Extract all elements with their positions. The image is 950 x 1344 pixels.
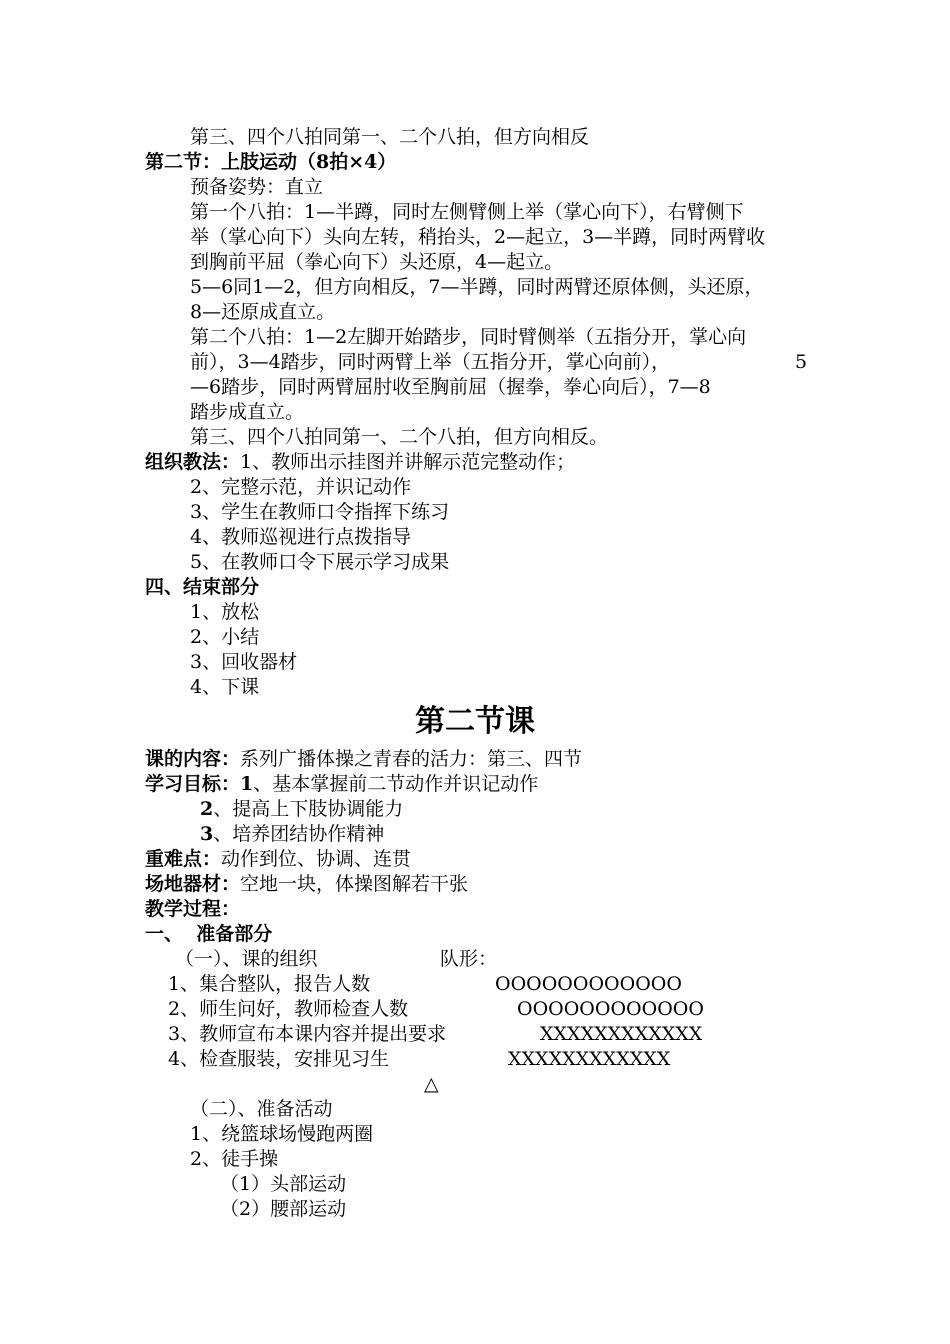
exercise-item-1: （1）头部运动	[220, 1173, 347, 1195]
beat2-line-1: 第二个八拍：1—2左脚开始踏步，同时臂侧举（五指分开，掌心向	[190, 326, 747, 348]
prep-posture: 预备姿势：直立	[190, 176, 324, 198]
beat34-line: 第三、四个八拍同第一、二个八拍，但方向相反。	[190, 426, 609, 448]
teacher-triangle-icon: △	[424, 1073, 439, 1095]
org-item-3: 3、教师宣布本课内容并提出要求	[168, 1023, 447, 1045]
goals-line-1	[145, 772, 538, 797]
beat1-line-5: 8—还原成直立。	[190, 301, 336, 323]
beat2-line-3: —6踏步，同时两臂屈肘收至胸前屈（握拳，拳心向后），7—8	[190, 376, 711, 398]
organization-item-5: 5、在教师口令下展示学习成果	[190, 551, 450, 573]
beat1-line-1: 第一个八拍：1—半蹲，同时左侧臂侧上举（掌心向下），右臂侧下	[190, 201, 744, 223]
beat1-line-2: 举（掌心向下）头向左转，稍抬头，2—起立，3—半蹲，同时两臂收	[190, 226, 766, 248]
formation-row-3: XXXXXXXXXXXX	[540, 1023, 703, 1045]
prep-heading: 一、 准备部分	[145, 923, 273, 945]
reverse-direction-line: 第三、四个八拍同第一、二个八拍，但方向相反	[190, 126, 590, 148]
ending-item-3: 3、回收器材	[190, 651, 298, 673]
ending-item-4: 4、下课	[190, 676, 260, 698]
org-item-1: 1、集合整队，报告人数	[168, 973, 371, 995]
equipment-text: 空地一块，体操图解若干张	[240, 873, 469, 895]
formation-row-1: OOOOOOOOOOOO	[495, 973, 682, 995]
goal-3-num: 3	[200, 823, 214, 845]
beat1-line-3: 到胸前平屈（拳心向下）头还原，4—起立。	[190, 251, 564, 273]
exercise-item-2: （2）腰部运动	[220, 1198, 347, 1220]
difficulty-line	[145, 847, 411, 872]
lesson-content-text: 系列广播体操之青春的活力：第三、四节	[240, 748, 583, 770]
org-heading: （一）、课的组织	[175, 948, 318, 970]
beat2-line-2-tail: 5	[795, 351, 808, 373]
beat2-line-2: 前），3—4踏步，同时两臂上举（五指分开，掌心向前），	[190, 351, 671, 373]
formation-row-2: OOOOOOOOOOOO	[517, 998, 704, 1020]
difficulty-text: 动作到位、协调、连贯	[221, 848, 412, 870]
goal-3-text: 、培养团结协作精神	[213, 823, 385, 845]
formation-row-4: XXXXXXXXXXXX	[508, 1048, 671, 1070]
lesson-title: 第二节课	[415, 704, 535, 739]
goal-1-num: 1	[240, 773, 254, 795]
ending-item-1: 1、放松	[190, 601, 260, 623]
goals-label: 学习目标：	[145, 773, 241, 795]
process-label: 教学过程：	[145, 898, 241, 920]
lesson-content-line	[145, 747, 582, 772]
organization-label: 组织教法：	[145, 451, 241, 473]
difficulty-label: 重难点：	[145, 848, 222, 870]
org-item-2: 2、师生问好，教师检查人数	[168, 998, 409, 1020]
goal-2-num: 2	[200, 798, 214, 820]
organization-first-line	[145, 450, 575, 475]
goals-line-2	[200, 797, 403, 822]
activity-item-1: 1、绕篮球场慢跑两圈	[190, 1123, 374, 1145]
goals-line-3	[200, 822, 384, 847]
equipment-label: 场地器材：	[145, 873, 241, 895]
organization-item-1: 1、教师出示挂图并讲解示范完整动作；	[240, 451, 576, 473]
ending-item-2: 2、小结	[190, 626, 260, 648]
goal-2-text: 、提高上下肢协调能力	[213, 798, 404, 820]
equipment-line	[145, 872, 468, 897]
organization-item-4: 4、教师巡视进行点拨指导	[190, 526, 412, 548]
beat1-line-4: 5—6同1—2，但方向相反，7—半蹲，同时两臂还原体侧，头还原，	[190, 276, 764, 298]
organization-item-3: 3、学生在教师口令指挥下练习	[190, 501, 450, 523]
section-heading	[145, 150, 396, 175]
org-item-4: 4、检查服装，安排见习生	[168, 1048, 390, 1070]
formation-label: 队形：	[440, 948, 498, 970]
beat2-line-4: 踏步成直立。	[190, 401, 305, 423]
activity-heading: （二）、准备活动	[190, 1098, 333, 1120]
section-heading-text: 上肢运动（8拍×4）	[221, 151, 397, 173]
lesson-content-label: 课的内容：	[145, 748, 241, 770]
organization-item-2: 2、完整示范，并识记动作	[190, 476, 412, 498]
goal-1-text: 、基本掌握前二节动作并识记动作	[253, 773, 539, 795]
ending-heading: 四、结束部分	[145, 576, 260, 598]
activity-item-2: 2、徒手操	[190, 1148, 279, 1170]
section-heading-label: 第二节：	[145, 151, 222, 173]
